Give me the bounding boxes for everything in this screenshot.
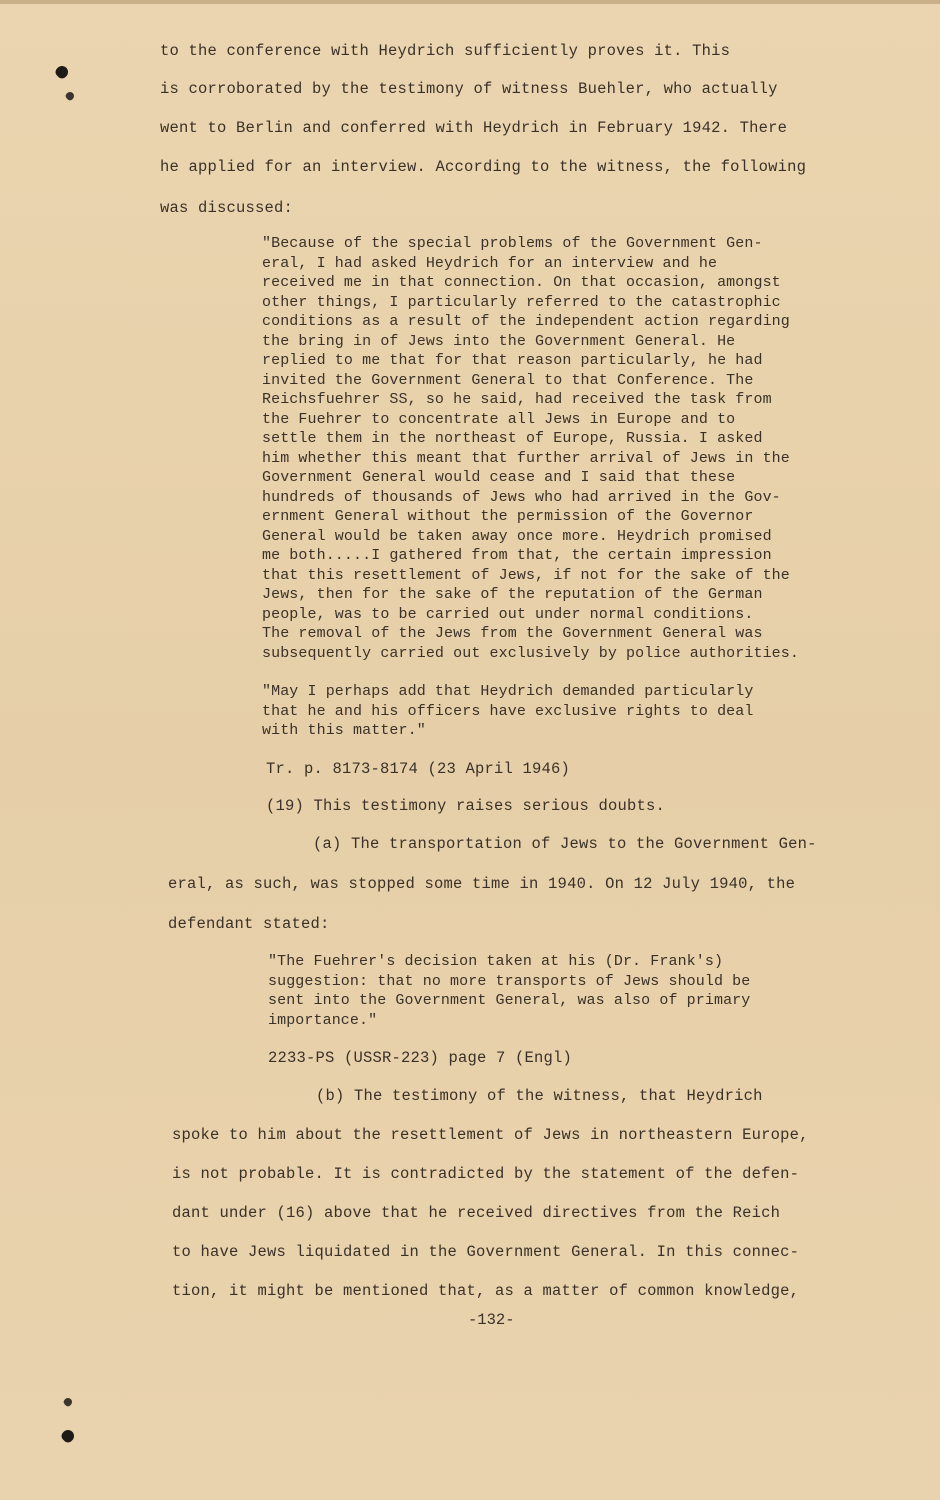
quote-line: The removal of the Jews from the Government General was <box>262 625 763 642</box>
punch-hole-mark <box>60 1428 77 1445</box>
paragraph-line: went to Berlin and conferred with Heydrich in February 1942. There <box>160 119 788 137</box>
page-top-edge <box>0 0 940 4</box>
quote-line: him whether this meant that further arrival of Jews in the <box>262 450 790 467</box>
point-19: (19) This testimony raises serious doubts. <box>266 797 666 815</box>
quote-line: replied to me that for that reason particularly, he had <box>262 352 763 369</box>
paragraph-line: was discussed: <box>160 199 294 217</box>
quote-line: suggestion: that no more transports of Jews should be <box>268 973 751 990</box>
point-a-line: eral, as such, was stopped some time in 1940. On 12 July 1940, the <box>168 875 796 893</box>
page-number: -132- <box>468 1311 515 1329</box>
paragraph-line: to the conference with Heydrich sufficiently proves it. This <box>160 42 731 60</box>
quote-line: "Because of the special problems of the Government Gen- <box>262 235 763 252</box>
quote-line: that he and his officers have exclusive rights to deal <box>262 703 754 720</box>
point-b-line: to have Jews liquidated in the Government General. In this connec- <box>172 1243 800 1261</box>
point-a-line: defendant stated: <box>168 915 330 933</box>
point-b-line: tion, it might be mentioned that, as a matter of common knowledge, <box>172 1282 800 1300</box>
paragraph-line: he applied for an interview. According to the witness, the following <box>160 158 807 176</box>
quote-line: me both.....I gathered from that, the certain impression <box>262 547 772 564</box>
punch-hole-mark <box>62 1396 73 1407</box>
quote-line: importance." <box>268 1012 378 1029</box>
quote-line: eral, I had asked Heydrich for an interview and he <box>262 255 718 272</box>
quote-line: received me in that connection. On that occasion, amongst <box>262 274 781 291</box>
point-a-line: (a) The transportation of Jews to the Government Gen- <box>313 835 817 853</box>
quote-line: that this resettlement of Jews, if not for the sake of the <box>262 567 790 584</box>
paragraph-line: is corroborated by the testimony of witness Buehler, who actually <box>160 80 778 98</box>
quote-line: the bring in of Jews into the Government General. He <box>262 333 736 350</box>
quote-line: Government General would cease and I said that these <box>262 469 736 486</box>
punch-hole-mark <box>64 90 75 101</box>
quote-line: Reichsfuehrer SS, so he said, had received the task from <box>262 391 772 408</box>
quote-line: hundreds of thousands of Jews who had arrived in the Gov- <box>262 489 781 506</box>
quote-line: ernment General without the permission of the Governor <box>262 508 754 525</box>
quote-line: General would be taken away once more. Heydrich promised <box>262 528 772 545</box>
point-b-line: (b) The testimony of the witness, that Heydrich <box>316 1087 763 1105</box>
quote-line: Jews, then for the sake of the reputation of the German <box>262 586 763 603</box>
quote-line: people, was to be carried out under normal conditions. <box>262 606 754 623</box>
quote-line: invited the Government General to that Conference. The <box>262 372 754 389</box>
quote-line: with this matter." <box>262 722 426 739</box>
quote-line: settle them in the northeast of Europe, Russia. I asked <box>262 430 763 447</box>
quote-line: "May I perhaps add that Heydrich demanded particularly <box>262 683 754 700</box>
point-b-line: is not probable. It is contradicted by the statement of the defen- <box>172 1165 800 1183</box>
point-b-line: spoke to him about the resettlement of Jews in northeastern Europe, <box>172 1126 809 1144</box>
citation-transcript: Tr. p. 8173-8174 (23 April 1946) <box>266 760 571 778</box>
quote-line: conditions as a result of the independent action regarding <box>262 313 790 330</box>
quote-line: "The Fuehrer's decision taken at his (Dr. Frank's) <box>268 953 724 970</box>
quote-line: subsequently carried out exclusively by police authorities. <box>262 645 799 662</box>
quote-line: other things, I particularly referred to the catastrophic <box>262 294 781 311</box>
citation-document: 2233-PS (USSR-223) page 7 (Engl) <box>268 1049 573 1067</box>
point-b-line: dant under (16) above that he received directives from the Reich <box>172 1204 781 1222</box>
punch-hole-mark <box>54 64 71 81</box>
quote-line: sent into the Government General, was also of primary <box>268 992 751 1009</box>
quote-line: the Fuehrer to concentrate all Jews in Europe and to <box>262 411 736 428</box>
